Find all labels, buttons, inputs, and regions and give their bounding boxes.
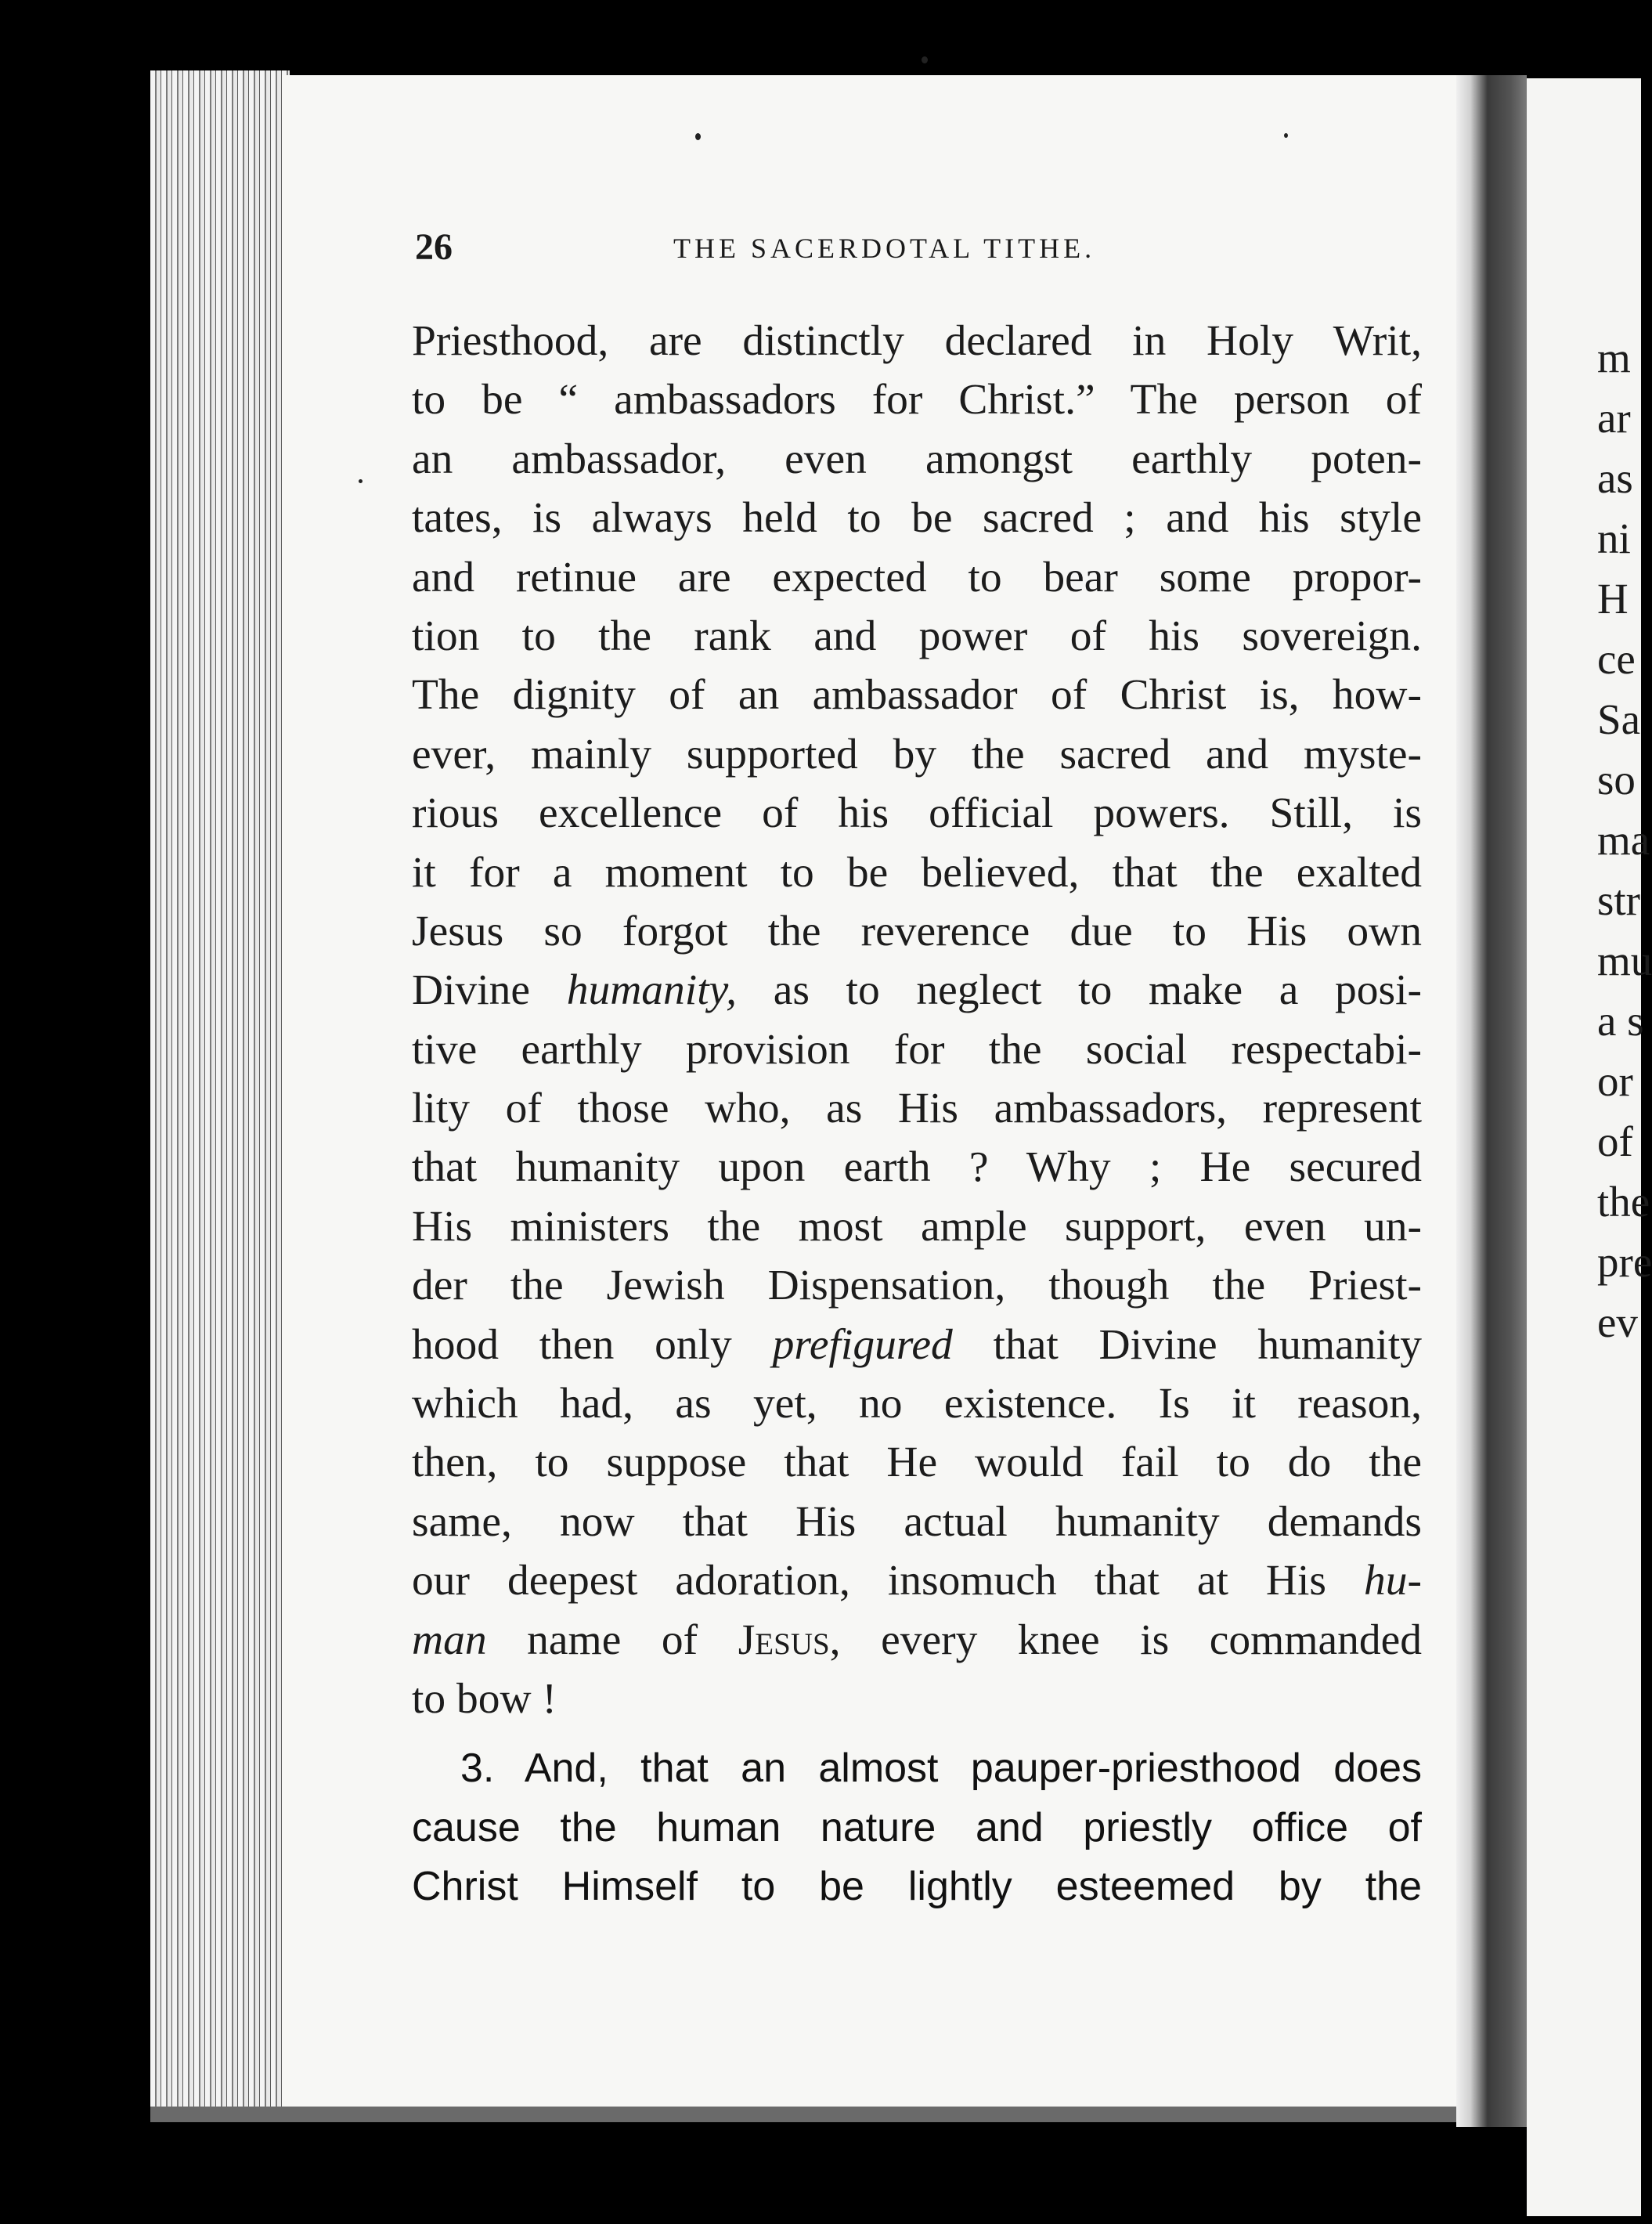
- text-line: cause the human nature and priestly office of: [412, 1804, 1422, 1850]
- running-head: [415, 226, 1425, 273]
- paragraph-1: [412, 312, 1422, 1728]
- paragraph-gap: [412, 1728, 1422, 1739]
- fragment-line: pre: [1597, 1238, 1652, 1286]
- text-segment: name of: [527, 1616, 698, 1664]
- text-line: [412, 1551, 1422, 1610]
- scan-speck: [922, 56, 928, 63]
- text-line: rious excellence of his official powers. Still, is: [412, 789, 1422, 838]
- fragment-line: ni: [1597, 514, 1631, 562]
- text-segment: , every knee is commanded: [829, 1616, 1423, 1664]
- text-line: then, to suppose that He would fail to do the: [412, 1439, 1422, 1487]
- paragraph-2: [412, 1739, 1422, 1916]
- fragment-line: ar: [1597, 394, 1631, 442]
- text-line: to be “ ambassadors for Christ.” The person of: [412, 376, 1422, 424]
- scan-speck: [1284, 133, 1288, 138]
- scan-speck: [695, 133, 701, 140]
- fragment-line: ev: [1597, 1298, 1638, 1346]
- text-line: which had, as yet, no existence. Is it reason,: [412, 1380, 1422, 1428]
- text-line: [412, 1316, 1422, 1374]
- fragment-line: Sa: [1597, 695, 1640, 743]
- text-line: and retinue are expected to bear some propor-: [412, 553, 1422, 601]
- text-line: tive earthly provision for the social respectabi-: [412, 1025, 1422, 1074]
- text-line: ever, mainly supported by the sacred and myste-: [412, 730, 1422, 778]
- fragment-line: or: [1597, 1057, 1633, 1105]
- facing-page-text: [1597, 327, 1652, 1352]
- text-line: [412, 961, 1422, 1020]
- text-line: His ministers the most ample support, even un-: [412, 1202, 1422, 1251]
- text-line: Christ Himself to be lightly esteemed by the: [412, 1864, 1422, 1910]
- text-line: it for a moment to be believed, that the exalted: [412, 848, 1422, 897]
- text-line: 3. And, that an almost pauper-priesthood does: [460, 1746, 1422, 1792]
- text-segment: our deepest adoration, insomuch that at His: [412, 1557, 1327, 1605]
- text-line: [412, 1611, 1422, 1670]
- text-line: tates, is always held to be sacred ; and his style: [412, 494, 1422, 543]
- italic-word: man: [412, 1616, 487, 1664]
- text-line: to bow !: [412, 1674, 557, 1723]
- text-segment: that Divine humanity: [993, 1320, 1423, 1369]
- fragment-line: the: [1597, 1178, 1650, 1226]
- text-segment: as to neglect to make a posi-: [773, 966, 1423, 1015]
- running-title: THE SACERDOTAL TITHE.: [673, 233, 1096, 264]
- italic-word: hu-: [1364, 1557, 1423, 1605]
- text-segment: hood then only: [412, 1320, 732, 1369]
- text-line: same, now that His actual humanity demands: [412, 1497, 1422, 1546]
- italic-word: prefigured: [772, 1320, 953, 1369]
- fragment-line: ce: [1597, 635, 1636, 683]
- scan-speck: [359, 479, 363, 483]
- text-line: Jesus so forgot the reverence due to His own: [412, 907, 1422, 955]
- fragment-line: m: [1597, 334, 1631, 381]
- small-caps-word: Jesus: [738, 1616, 830, 1664]
- text-line: lity of those who, as His ambassadors, represent: [412, 1085, 1422, 1133]
- text-line: Priesthood, are distinctly declared in Holy Writ,: [412, 317, 1422, 365]
- italic-word: humanity,: [566, 966, 738, 1015]
- fragment-line: mu: [1597, 937, 1652, 984]
- binding-gutter: [1456, 75, 1527, 2127]
- text-line: that humanity upon earth ? Why ; He secured: [412, 1143, 1422, 1192]
- fragment-line: of: [1597, 1117, 1633, 1165]
- fragment-line: as: [1597, 454, 1633, 502]
- page-number: 26: [415, 226, 453, 268]
- fragment-line: so: [1597, 756, 1636, 803]
- text-line: an ambassador, even amongst earthly poten-: [412, 435, 1422, 483]
- text-segment: Divine: [412, 966, 531, 1015]
- body-text: [412, 312, 1422, 1917]
- text-line: der the Jewish Dispensation, though the Priest-: [412, 1262, 1422, 1310]
- fragment-line: H: [1597, 575, 1629, 623]
- fragment-line: ma: [1597, 816, 1650, 864]
- page-bottom-edge: [150, 2107, 1466, 2122]
- text-line: The dignity of an ambassador of Christ is, how-: [412, 671, 1422, 720]
- fragment-line: a s: [1597, 997, 1644, 1045]
- page-edges: [150, 70, 290, 2122]
- fragment-line: str: [1597, 876, 1640, 924]
- text-line: tion to the rank and power of his sovereign.: [412, 612, 1422, 660]
